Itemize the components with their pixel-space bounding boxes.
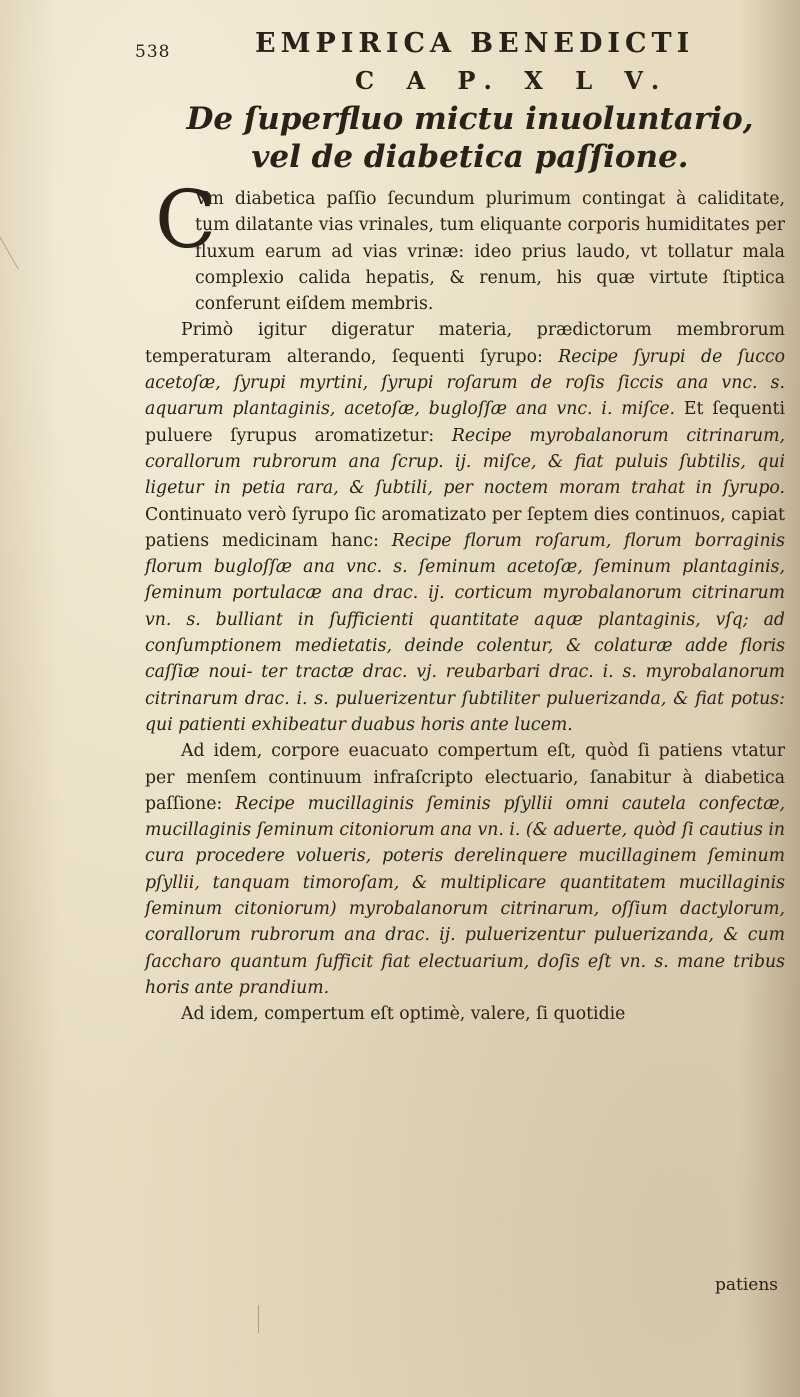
- running-title: EMPIRICA BENEDICTI: [255, 28, 695, 59]
- text-segment: Et ſequenti puluere ſyrupus aromatizetur:: [145, 399, 785, 446]
- body-text: [145, 186, 785, 1028]
- page-number: 538: [135, 42, 171, 62]
- margin-mark: [258, 1305, 259, 1333]
- paragraph: [145, 738, 785, 1001]
- paragraph: [145, 1001, 785, 1027]
- drop-cap: C: [155, 173, 217, 266]
- text-segment: Primò igitur digeratur materia, prædictorum membrorum temperaturam alterando, ſequenti ſyrupo:: [145, 320, 785, 367]
- recipe-text: Recipe mucillaginis ſeminis pſyllii omni cautela confectæ, mucillaginis ſeminum citoniorum ana vn. i. (& aduerte, quòd ſi cautius in cura procedere volueris, poteris derelinquere mucillaginem ſeminum pſyllii, tanquam timoroſam, & multiplicare quantitatem mucillaginis ſeminum citoniorum) myrobalanorum citrinarum, oſſium dactylorum, corallorum rubrorum ana drac. ij. puluerizentur puluerizanda, & cum ſaccharo quantum ſufficit fiat electuarium, doſis eſt vn. s. mane tribus horis ante prandium.: [145, 793, 785, 998]
- text-segment: Vm diabetica paſſio ſecundum plurimum contingat à caliditate, tum dilatante vias vrinales, tum eliquante corporis humiditates per fluxum earum ad vias vrinæ: ideo prius laudo, vt tollatur mala complexio calida hepatis, & renum, his quæ virtute ſtiptica conferunt eiſdem membris.: [195, 189, 785, 315]
- text-segment: Ad idem, compertum eſt optimè, valere, ſi quotidie: [181, 1004, 626, 1025]
- running-head: [135, 28, 775, 62]
- margin-mark: [0, 234, 19, 269]
- chapter-title: De ſuperfluo mictu inuoluntario, vel de diabetica paſſione.: [186, 101, 754, 175]
- text-segment: Ad idem, corpore euacuato compertum eſt, quòd ſi patiens vtatur per menſem continuum infraſcripto electuario, ſanabitur à diabetica paſſione:: [145, 741, 785, 814]
- recipe-text: Recipe florum roſarum, florum borraginis florum bugloſſæ ana vnc. s. ſeminum acetoſæ, ſeminum plantaginis, ſeminum portulacæ ana drac. ij. corticum myrobalanorum citrinarum vn. s. bulliant in ſufficienti quantitate aquæ plantaginis, vſq; ad conſumptionem medietatis, deinde colentur, & colaturæ adde floris caſſiæ noui- ter tractæ drac. vj. reubarbari drac. i. s. myrobalanorum citrinarum drac. i. s. puluerizentur ſubtiliter puluerizanda, & fiat potus: qui patienti exhibeatur duabus horis ante lucem.: [145, 530, 785, 735]
- paragraph: [145, 317, 785, 738]
- paragraph: [145, 186, 785, 317]
- catchword: patiens: [715, 1275, 779, 1295]
- text-segment: Continuato verò ſyrupo ſic aromatizato per ſeptem dies continuos, capiat patiens medicinam hanc:: [145, 504, 785, 551]
- chapter-label: C A P. X L V.: [355, 66, 672, 95]
- recipe-text: Recipe ſyrupi de ſucco acetoſæ, ſyrupi myrtini, ſyrupi roſarum de roſis ſiccis ana vnc. s. aquarum plantaginis, acetoſæ, bugloſſæ ana vnc. i. miſce.: [145, 346, 786, 420]
- recipe-text: Recipe myrobalanorum citrinarum, corallorum rubrorum ana ſcrup. ij. miſce, & fiat puluis ſubtilis, qui ligetur in petia rara, & ſubtili, per noctem moram trahat in ſyrupo.: [145, 425, 786, 499]
